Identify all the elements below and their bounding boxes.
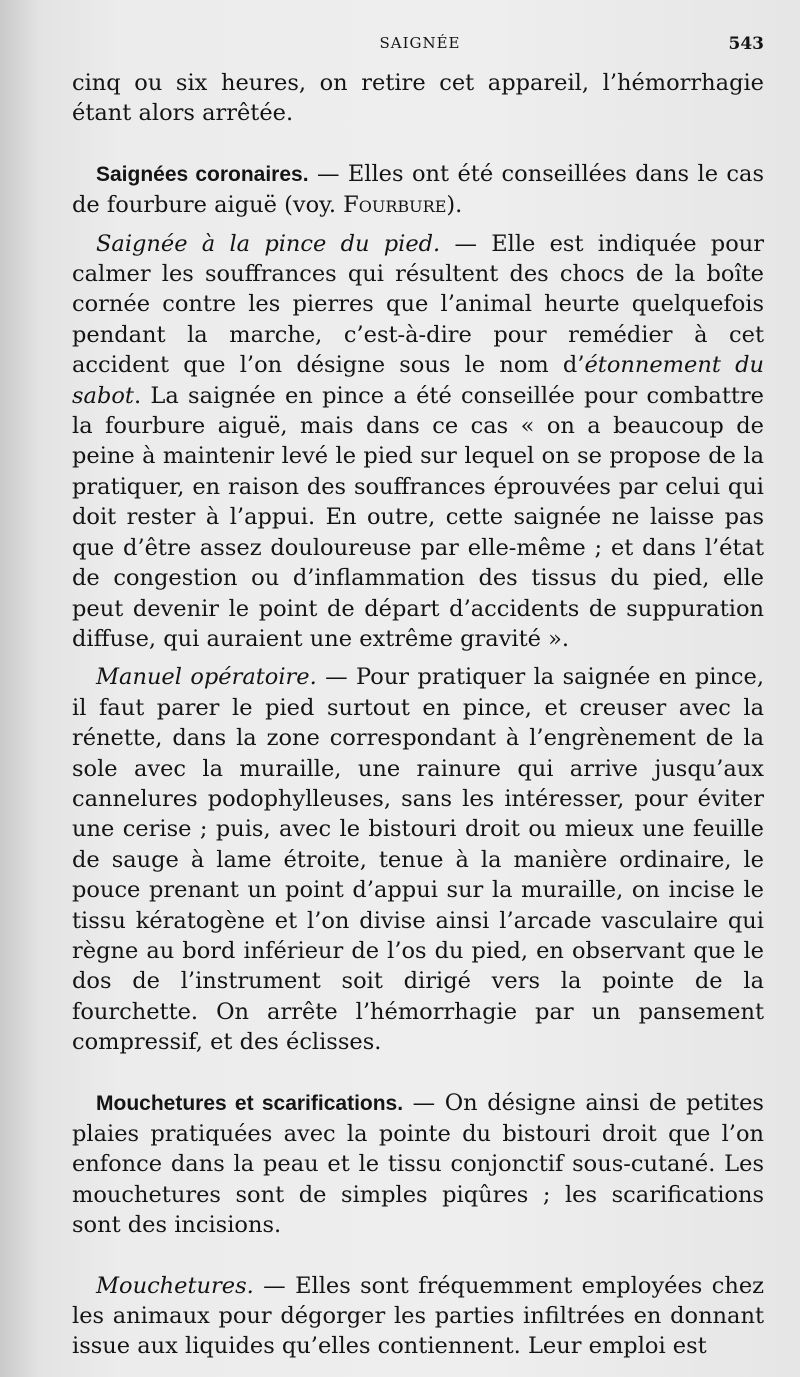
- cross-reference: Fourbure: [343, 192, 447, 219]
- paragraph-mouchetures: [72, 1271, 764, 1362]
- paragraph-text: — Elles sont fréquemment employées chez les animaux pour dégorger les parties infiltrées en donnant issue aux liquides qu’elles contiennent. Leur emploi est: [72, 1272, 764, 1360]
- subsection-heading: Saignée à la pince du pied.: [96, 230, 441, 257]
- paragraph-saignee-pince: [72, 229, 764, 655]
- paragraph-text: — Elle est indiquée pour calmer les souffrances qui résultent des chocs de la boîte cornée contre les pierres que l’animal heurte quelquefois pendant la marche, c’est-à-dire pour remédier à cet accident que l’on désigne sous le nom d’: [72, 230, 764, 379]
- section-heading: Saignées coronaires.: [96, 162, 309, 186]
- page-number: 543: [728, 34, 764, 54]
- section-gap: [72, 1058, 764, 1088]
- subsection-heading: Manuel opératoire.: [96, 664, 317, 691]
- paragraph-text: ).: [446, 192, 463, 219]
- body-text: [72, 68, 764, 1362]
- paragraph-gap: [72, 221, 764, 229]
- running-title: SAIGNÉE: [379, 34, 461, 52]
- paragraph-saignees-coronaires: [72, 159, 764, 221]
- page-header: [0, 30, 800, 60]
- paragraph-mouchetures-scarifications: [72, 1088, 764, 1241]
- subsection-heading: Mouchetures.: [96, 1272, 254, 1299]
- paragraph-text: cinq ou six heures, on retire cet appareil, l’hémorrhagie étant alors arrêtée.: [72, 70, 764, 127]
- section-heading: Mouchetures et scarifications.: [96, 1091, 404, 1115]
- section-gap: [72, 1241, 764, 1271]
- paragraph-text: — Elles ont été conseillées dans le cas de fourbure aiguë (voy.: [72, 160, 764, 219]
- paragraph-continuation: [72, 68, 764, 129]
- paragraph-text: — On désigne ainsi de petites plaies pratiquées avec la pointe du bistouri droit que l’on enfonce dans la peau et le tissu conjonctif sous-cutané. Les mouchetures sont de simples piqûres ; les scarifications sont des incisions.: [72, 1089, 764, 1239]
- italic-term: étonnement du sabot: [72, 352, 764, 409]
- paragraph-text: — Pour pratiquer la saignée en pince, il faut parer le pied surtout en pince, et creuser avec la rénette, dans la zone correspondant à l’engrènement de la sole avec la muraille, une rainure qui arrive jusqu’aux cannelures podophylleuses, sans les intéresser, pour éviter une cerise ; puis, avec le bistouri droit ou mieux une feuille de sauge à lame étroite, tenue à la manière ordinaire, le pouce prenant un point d’appui sur la muraille, on incise le tissu kératogène et l’on divise ainsi l’arcade vasculaire qui règne au bord inférieur de l’os du pied, en observant que le dos de l’instrument soit dirigé vers la pointe de la fourchette. On arrête l’hémorrhagie par un pansement compressif, et des éclisses.: [72, 664, 764, 1056]
- paragraph-manuel-operatoire: [72, 662, 764, 1057]
- paragraph-gap: [72, 654, 764, 662]
- section-gap: [72, 129, 764, 159]
- paragraph-text: . La saignée en pince a été conseillée pour combattre la fourbure aiguë, mais dans ce cas « on a beaucoup de peine à maintenir levé le pied sur lequel on se propose de la pratiquer, en raison des souffrances éprouvées par celui qui doit rester à l’appui. En outre, cette saignée ne laisse pas que d’être assez douloureuse par elle-même ; et dans l’état de congestion ou d’inflammation des tissus du pied, elle peut devenir le point de départ d’accidents de suppuration diffuse, qui auraient une extrême gravité ».: [72, 382, 764, 652]
